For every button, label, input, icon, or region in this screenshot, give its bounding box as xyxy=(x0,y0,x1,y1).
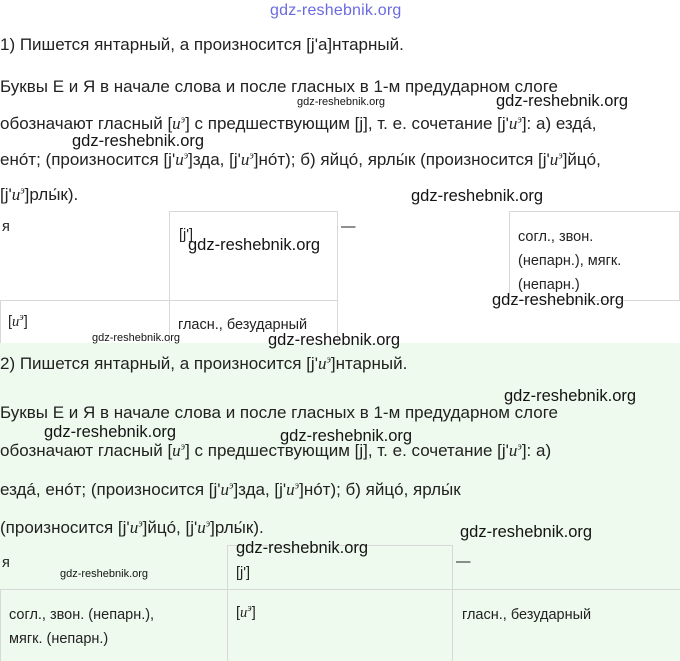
watermark: gdz-reshebnik.org xyxy=(492,291,625,309)
section-2-paragraph-line-3: ездá, енóт; (произносится $[j'и^э]зда$, $[j'и^э]нóт$); б) яйцó, ярлы́к xyxy=(0,480,461,499)
watermark: gdz-reshebnik.org xyxy=(504,387,637,405)
table-1-consonant-description: согл., звон. (непарн.), мягк. (непарн.) xyxy=(518,229,622,293)
section-1-paragraph-line-2: обозначают гласный $[и^э]$ с предшествующим [j], т. е. сочетание $[j'и^э]$: а) ездá, xyxy=(0,114,597,133)
table-2-sound: [j'] xyxy=(236,565,251,581)
watermark: gdz-reshebnik.org xyxy=(44,423,177,441)
section-1-paragraph-line-4: $[j'и^э]рлы́к$). xyxy=(0,185,79,204)
table-1-divider xyxy=(337,211,338,343)
table-1-letter: я xyxy=(2,219,10,235)
section-2-paragraph-line-1: Буквы Е и Я в начале слова и после гласных в 1-м предударном слоге xyxy=(0,403,559,422)
watermark: gdz-reshebnik.org xyxy=(236,539,369,557)
table-1-divider xyxy=(0,300,1,343)
table-1-divider xyxy=(169,211,337,212)
watermark: gdz-reshebnik.org xyxy=(72,132,205,150)
watermark: gdz-reshebnik.org xyxy=(460,523,593,541)
section-1-paragraph-line-3: енóт; (произносится $[j'и^э]зда$, $[j'и^э]нóт$); б) яйцó, ярлы́к (произносится $[j'и^э]йцó$, xyxy=(0,150,601,169)
table-1-sound: [j'] xyxy=(179,227,194,243)
watermark: gdz-reshebnik.org xyxy=(60,568,149,580)
table-1-divider xyxy=(169,211,170,343)
section-2-heading: 2) Пишется янтарный, а произносится $[j'и^э]нтарный$. xyxy=(0,354,408,373)
table-1-vowel-sound: $[и^э]$ xyxy=(8,312,28,330)
watermark: gdz-reshebnik.org xyxy=(496,92,629,110)
table-2-divider xyxy=(0,589,1,661)
section-1-paragraph-line-1: Буквы Е и Я в начале слова и после гласных в 1-м предударном слоге xyxy=(0,77,559,96)
watermark: gdz-reshebnik.org xyxy=(297,96,386,108)
table-2-vowel-description: гласн., безударный xyxy=(462,607,592,623)
section-2-paragraph-line-2: обозначают гласный $[и^э]$ с предшествующим [j], т. е. сочетание $[j'и^э]$: а) xyxy=(0,441,552,460)
table-2-dash: — xyxy=(456,554,471,570)
table-1-divider xyxy=(509,211,510,301)
table-2-divider xyxy=(452,545,453,661)
table-2-vowel-sound: $[и^э]$ xyxy=(236,603,256,621)
table-2-letter: я xyxy=(2,555,10,571)
table-1-dash: — xyxy=(341,219,356,235)
watermark: gdz-reshebnik.org xyxy=(92,332,181,344)
table-1-divider xyxy=(509,211,680,212)
table-2-divider xyxy=(227,545,228,661)
watermark: gdz-reshebnik.org xyxy=(280,427,413,445)
section-2-paragraph-line-4: (произносится $[j'и^э]йцó$, $[j'и^э]рлы́к$). xyxy=(0,518,264,537)
table-1-divider xyxy=(0,300,337,301)
table-2-divider xyxy=(0,589,680,590)
table-1-vowel-description: гласн., безударный xyxy=(178,317,308,333)
watermark: gdz-reshebnik.org xyxy=(411,187,544,205)
watermark-top: gdz-reshebnik.org xyxy=(270,2,402,19)
watermark: gdz-reshebnik.org xyxy=(268,331,401,349)
watermark: gdz-reshebnik.org xyxy=(188,236,321,254)
section-1-heading: 1) Пишется янтарный, а произносится [j'а]нтарный. xyxy=(0,35,404,54)
table-2-consonant-description: согл., звон. (непарн.), мягк. (непарн.) xyxy=(9,607,155,647)
